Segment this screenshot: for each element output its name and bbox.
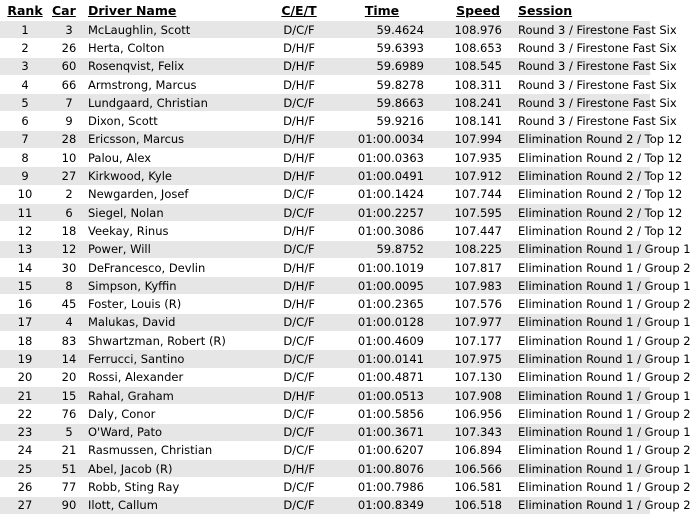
table-row — [0, 478, 650, 496]
cell-time: 01:00.1424 — [334, 185, 430, 203]
cell-time: 59.9216 — [334, 112, 430, 130]
cell-cet: D/C/F — [264, 185, 334, 203]
cell-rank: 27 — [0, 496, 50, 514]
cell-time: 59.6989 — [334, 57, 430, 75]
cell-car: 21 — [50, 441, 88, 459]
cell-cet: D/C/F — [264, 496, 334, 514]
cell-car: 77 — [50, 478, 88, 496]
cell-rank: 1 — [0, 21, 50, 39]
cell-car: 4 — [50, 313, 88, 331]
cell-car: 10 — [50, 149, 88, 167]
cell-driver: Veekay, Rinus — [88, 222, 264, 240]
cell-speed: 107.908 — [430, 386, 510, 404]
cell-cet: D/H/F — [264, 75, 334, 93]
cell-time: 01:00.8076 — [334, 460, 430, 478]
cell-time: 01:00.2365 — [334, 295, 430, 313]
cell-rank: 2 — [0, 39, 50, 57]
cell-car: 15 — [50, 386, 88, 404]
table-row — [0, 441, 650, 459]
cell-speed: 107.935 — [430, 149, 510, 167]
cell-session: Round 3 / Firestone Fast Six — [510, 75, 650, 93]
cell-time: 59.6393 — [334, 39, 430, 57]
cell-time: 01:00.0034 — [334, 130, 430, 148]
cell-rank: 19 — [0, 350, 50, 368]
cell-time: 59.8663 — [334, 94, 430, 112]
cell-cet: D/H/F — [264, 277, 334, 295]
cell-speed: 108.141 — [430, 112, 510, 130]
cell-driver: Ilott, Callum — [88, 496, 264, 514]
cell-session: Elimination Round 2 / Top 12 — [510, 222, 650, 240]
cell-cet: D/H/F — [264, 460, 334, 478]
table-row — [0, 332, 650, 350]
cell-driver: Dixon, Scott — [88, 112, 264, 130]
table-row — [0, 277, 650, 295]
cell-time: 01:00.0513 — [334, 386, 430, 404]
cell-time: 01:00.4609 — [334, 332, 430, 350]
cell-car: 8 — [50, 277, 88, 295]
header-rank: Rank — [0, 0, 50, 21]
cell-driver: O'Ward, Pato — [88, 423, 264, 441]
cell-driver: Ericsson, Marcus — [88, 130, 264, 148]
cell-car: 18 — [50, 222, 88, 240]
table-row — [0, 295, 650, 313]
cell-speed: 106.956 — [430, 405, 510, 423]
header-row — [0, 0, 650, 21]
cell-driver: Malukas, David — [88, 313, 264, 331]
table-row — [0, 222, 650, 240]
cell-session: Elimination Round 2 / Top 12 — [510, 130, 650, 148]
cell-time: 01:00.3086 — [334, 222, 430, 240]
cell-cet: D/C/F — [264, 21, 334, 39]
header-cet: C/E/T — [264, 0, 334, 21]
cell-rank: 16 — [0, 295, 50, 313]
cell-time: 01:00.7986 — [334, 478, 430, 496]
cell-driver: Siegel, Nolan — [88, 203, 264, 221]
cell-session: Elimination Round 1 / Group 1 — [510, 460, 650, 478]
cell-driver: Simpson, Kyffin — [88, 277, 264, 295]
cell-rank: 18 — [0, 332, 50, 350]
cell-car: 28 — [50, 130, 88, 148]
cell-speed: 107.977 — [430, 313, 510, 331]
header-session: Session — [510, 0, 650, 21]
cell-rank: 13 — [0, 240, 50, 258]
cell-session: Elimination Round 2 / Top 12 — [510, 185, 650, 203]
cell-cet: D/C/F — [264, 332, 334, 350]
cell-car: 12 — [50, 240, 88, 258]
cell-time: 01:00.4871 — [334, 368, 430, 386]
cell-time: 59.4624 — [334, 21, 430, 39]
cell-cet: D/C/F — [264, 240, 334, 258]
cell-rank: 9 — [0, 167, 50, 185]
table-row — [0, 112, 650, 130]
cell-speed: 106.566 — [430, 460, 510, 478]
cell-speed: 107.817 — [430, 258, 510, 276]
cell-speed: 107.994 — [430, 130, 510, 148]
cell-speed: 107.447 — [430, 222, 510, 240]
cell-driver: Foster, Louis (R) — [88, 295, 264, 313]
cell-rank: 20 — [0, 368, 50, 386]
cell-speed: 107.912 — [430, 167, 510, 185]
cell-car: 83 — [50, 332, 88, 350]
cell-car: 3 — [50, 21, 88, 39]
cell-speed: 108.653 — [430, 39, 510, 57]
cell-session: Elimination Round 1 / Group 2 — [510, 258, 650, 276]
cell-session: Elimination Round 1 / Group 1 — [510, 277, 650, 295]
cell-speed: 106.518 — [430, 496, 510, 514]
cell-speed: 108.976 — [430, 21, 510, 39]
cell-driver: McLaughlin, Scott — [88, 21, 264, 39]
cell-rank: 3 — [0, 57, 50, 75]
cell-rank: 4 — [0, 75, 50, 93]
table-row — [0, 203, 650, 221]
cell-rank: 8 — [0, 149, 50, 167]
cell-speed: 108.545 — [430, 57, 510, 75]
cell-session: Round 3 / Firestone Fast Six — [510, 57, 650, 75]
cell-car: 45 — [50, 295, 88, 313]
cell-speed: 107.130 — [430, 368, 510, 386]
cell-cet: D/H/F — [264, 112, 334, 130]
cell-rank: 21 — [0, 386, 50, 404]
cell-time: 01:00.6207 — [334, 441, 430, 459]
cell-driver: Newgarden, Josef — [88, 185, 264, 203]
cell-driver: Shwartzman, Robert (R) — [88, 332, 264, 350]
table-row — [0, 185, 650, 203]
cell-speed: 108.241 — [430, 94, 510, 112]
cell-session: Elimination Round 1 / Group 2 — [510, 295, 650, 313]
cell-session: Elimination Round 1 / Group 1 — [510, 386, 650, 404]
cell-driver: Power, Will — [88, 240, 264, 258]
cell-driver: Herta, Colton — [88, 39, 264, 57]
cell-time: 01:00.5856 — [334, 405, 430, 423]
cell-time: 01:00.0491 — [334, 167, 430, 185]
cell-session: Elimination Round 1 / Group 2 — [510, 332, 650, 350]
cell-cet: D/H/F — [264, 222, 334, 240]
cell-time: 01:00.0141 — [334, 350, 430, 368]
cell-time: 01:00.0128 — [334, 313, 430, 331]
cell-cet: D/H/F — [264, 386, 334, 404]
cell-session: Elimination Round 1 / Group 1 — [510, 423, 650, 441]
table-row — [0, 258, 650, 276]
cell-speed: 108.311 — [430, 75, 510, 93]
cell-session: Elimination Round 1 / Group 1 — [510, 350, 650, 368]
cell-car: 30 — [50, 258, 88, 276]
cell-session: Elimination Round 1 / Group 2 — [510, 478, 650, 496]
table-row — [0, 368, 650, 386]
cell-session: Elimination Round 1 / Group 1 — [510, 313, 650, 331]
cell-rank: 22 — [0, 405, 50, 423]
cell-cet: D/H/F — [264, 57, 334, 75]
table-row — [0, 75, 650, 93]
cell-driver: Ferrucci, Santino — [88, 350, 264, 368]
cell-rank: 5 — [0, 94, 50, 112]
cell-speed: 106.894 — [430, 441, 510, 459]
table-row — [0, 423, 650, 441]
cell-car: 2 — [50, 185, 88, 203]
cell-speed: 107.177 — [430, 332, 510, 350]
cell-rank: 15 — [0, 277, 50, 295]
cell-time: 01:00.2257 — [334, 203, 430, 221]
cell-session: Elimination Round 2 / Top 12 — [510, 167, 650, 185]
cell-driver: Abel, Jacob (R) — [88, 460, 264, 478]
cell-time: 01:00.0363 — [334, 149, 430, 167]
cell-time: 01:00.1019 — [334, 258, 430, 276]
cell-rank: 6 — [0, 112, 50, 130]
table-row — [0, 240, 650, 258]
cell-session: Elimination Round 2 / Top 12 — [510, 149, 650, 167]
table-body — [0, 21, 650, 514]
cell-time: 59.8278 — [334, 75, 430, 93]
cell-speed: 107.744 — [430, 185, 510, 203]
header-driver: Driver Name — [88, 0, 264, 21]
cell-rank: 7 — [0, 130, 50, 148]
cell-speed: 107.343 — [430, 423, 510, 441]
cell-car: 9 — [50, 112, 88, 130]
cell-driver: Rossi, Alexander — [88, 368, 264, 386]
cell-session: Elimination Round 1 / Group 2 — [510, 368, 650, 386]
cell-car: 60 — [50, 57, 88, 75]
cell-cet: D/C/F — [264, 405, 334, 423]
cell-session: Round 3 / Firestone Fast Six — [510, 21, 650, 39]
cell-driver: Lundgaard, Christian — [88, 94, 264, 112]
cell-cet: D/H/F — [264, 167, 334, 185]
cell-rank: 10 — [0, 185, 50, 203]
cell-session: Round 3 / Firestone Fast Six — [510, 112, 650, 130]
cell-car: 76 — [50, 405, 88, 423]
cell-cet: D/C/F — [264, 441, 334, 459]
cell-car: 27 — [50, 167, 88, 185]
cell-car: 20 — [50, 368, 88, 386]
table-row — [0, 386, 650, 404]
cell-rank: 25 — [0, 460, 50, 478]
cell-time: 01:00.8349 — [334, 496, 430, 514]
cell-session: Elimination Round 1 / Group 1 — [510, 240, 650, 258]
cell-rank: 14 — [0, 258, 50, 276]
cell-car: 66 — [50, 75, 88, 93]
cell-cet: D/C/F — [264, 313, 334, 331]
cell-rank: 17 — [0, 313, 50, 331]
cell-rank: 12 — [0, 222, 50, 240]
cell-rank: 24 — [0, 441, 50, 459]
cell-session: Elimination Round 1 / Group 2 — [510, 405, 650, 423]
table-row — [0, 460, 650, 478]
cell-session: Round 3 / Firestone Fast Six — [510, 94, 650, 112]
cell-cet: D/H/F — [264, 149, 334, 167]
cell-car: 26 — [50, 39, 88, 57]
table-row — [0, 496, 650, 514]
cell-driver: Robb, Sting Ray — [88, 478, 264, 496]
cell-speed: 107.975 — [430, 350, 510, 368]
cell-driver: Rahal, Graham — [88, 386, 264, 404]
cell-speed: 107.983 — [430, 277, 510, 295]
table-row — [0, 405, 650, 423]
cell-car: 51 — [50, 460, 88, 478]
table-row — [0, 39, 650, 57]
table-row — [0, 130, 650, 148]
cell-cet: D/C/F — [264, 423, 334, 441]
cell-session: Round 3 / Firestone Fast Six — [510, 39, 650, 57]
table-row — [0, 57, 650, 75]
cell-speed: 107.576 — [430, 295, 510, 313]
cell-rank: 11 — [0, 203, 50, 221]
table-row — [0, 313, 650, 331]
header-speed: Speed — [430, 0, 510, 21]
cell-car: 7 — [50, 94, 88, 112]
cell-time: 01:00.3671 — [334, 423, 430, 441]
cell-cet: D/H/F — [264, 130, 334, 148]
cell-cet: D/C/F — [264, 350, 334, 368]
header-car: Car — [50, 0, 88, 21]
table-row — [0, 167, 650, 185]
cell-session: Elimination Round 2 / Top 12 — [510, 203, 650, 221]
cell-speed: 107.595 — [430, 203, 510, 221]
cell-speed: 106.581 — [430, 478, 510, 496]
table-row — [0, 21, 650, 39]
cell-driver: DeFrancesco, Devlin — [88, 258, 264, 276]
cell-rank: 23 — [0, 423, 50, 441]
cell-driver: Daly, Conor — [88, 405, 264, 423]
header-time: Time — [334, 0, 430, 21]
cell-driver: Rosenqvist, Felix — [88, 57, 264, 75]
table-row — [0, 149, 650, 167]
cell-cet: D/C/F — [264, 478, 334, 496]
cell-cet: D/C/F — [264, 94, 334, 112]
cell-driver: Kirkwood, Kyle — [88, 167, 264, 185]
cell-car: 5 — [50, 423, 88, 441]
cell-time: 59.8752 — [334, 240, 430, 258]
cell-car: 14 — [50, 350, 88, 368]
cell-car: 6 — [50, 203, 88, 221]
cell-rank: 26 — [0, 478, 50, 496]
cell-driver: Palou, Alex — [88, 149, 264, 167]
cell-session: Elimination Round 1 / Group 2 — [510, 441, 650, 459]
cell-cet: D/C/F — [264, 203, 334, 221]
table-row — [0, 94, 650, 112]
cell-driver: Armstrong, Marcus — [88, 75, 264, 93]
cell-driver: Rasmussen, Christian — [88, 441, 264, 459]
table-row — [0, 350, 650, 368]
cell-car: 90 — [50, 496, 88, 514]
cell-session: Elimination Round 1 / Group 2 — [510, 496, 650, 514]
cell-cet: D/H/F — [264, 295, 334, 313]
cell-cet: D/H/F — [264, 39, 334, 57]
cell-cet: D/C/F — [264, 368, 334, 386]
cell-cet: D/H/F — [264, 258, 334, 276]
cell-speed: 108.225 — [430, 240, 510, 258]
cell-time: 01:00.0095 — [334, 277, 430, 295]
